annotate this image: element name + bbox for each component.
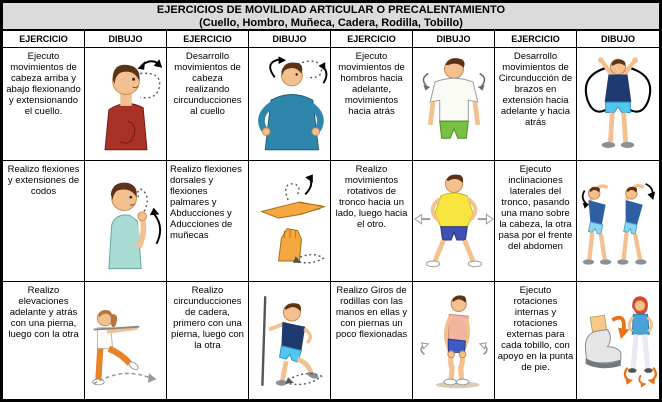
knee-circles-drawing bbox=[414, 290, 494, 392]
drawing-cell bbox=[577, 48, 659, 161]
exercise-cell: Desarrollo movimientos de Circunducción de brazos en extensión hacia adelante y hacia atrás bbox=[495, 48, 577, 161]
drawing-cell bbox=[85, 161, 167, 282]
drawing-cell bbox=[577, 282, 659, 399]
exercise-cell: Ejecuto movimientos de cabeza arriba y abajo flexionando y extensionando el cuello. bbox=[3, 48, 85, 161]
hip-circumduction-drawing bbox=[250, 290, 330, 392]
exercise-cell: Realizo circunducciones de cadera, primero con una pierna, luego con la otra bbox=[167, 282, 249, 399]
table-title bbox=[3, 3, 659, 31]
drawing-cell bbox=[85, 48, 167, 161]
exercise-cell: Realizo movimientos rotativos de tronco hacia un lado, luego hacia el otro. bbox=[331, 161, 413, 282]
exercise-cell: Ejecuto movimientos de hombros hacia adelante, movimientos hacia atrás bbox=[331, 48, 413, 161]
exercise-cell: Realizo flexiones y extensiones de codos bbox=[3, 161, 85, 282]
wrist-flexion-drawing bbox=[250, 169, 330, 273]
column-header-dibujo-3: DIBUJO bbox=[413, 31, 495, 48]
title-line1: EJERCICIOS DE MOVILIDAD ARTICULAR O PRECALENTAMIENTO bbox=[156, 3, 506, 16]
column-header-dibujo-1: DIBUJO bbox=[85, 31, 167, 48]
column-header-dibujo-4: DIBUJO bbox=[577, 31, 659, 48]
drawing-cell bbox=[249, 161, 331, 282]
neck-circumduction-drawing bbox=[250, 54, 330, 154]
arm-circumduction-drawing bbox=[578, 54, 658, 154]
elbow-flexion-drawing bbox=[86, 169, 166, 273]
exercise-cell: Realizo elevaciones adelante y atrás con una pierna, luego con la otra bbox=[3, 282, 85, 399]
exercise-cell: Realizo Giros de rodillas con las manos en ellas y con piernas un poco flexionadas bbox=[331, 282, 413, 399]
column-header-ejercicio-2: EJERCICIO bbox=[167, 31, 249, 48]
shoulder-roll-drawing bbox=[414, 54, 494, 154]
column-header-dibujo-2: DIBUJO bbox=[249, 31, 331, 48]
drawing-cell bbox=[413, 282, 495, 399]
exercise-grid bbox=[3, 31, 659, 399]
drawing-cell bbox=[413, 161, 495, 282]
drawing-cell bbox=[249, 282, 331, 399]
exercise-cell: Ejecuto rotaciones internas y rotaciones externas para cada tobillo, con apoyo en la punta de pie. bbox=[495, 282, 577, 399]
exercise-cell: Realizo flexiones dorsales y flexiones palmares y Abducciones y Aducciones de muñecas bbox=[167, 161, 249, 282]
trunk-lateral-bend-drawing bbox=[578, 169, 658, 273]
leg-swing-drawing bbox=[86, 290, 166, 392]
column-header-ejercicio-4: EJERCICIO bbox=[495, 31, 577, 48]
trunk-rotation-drawing bbox=[414, 169, 494, 273]
drawing-cell bbox=[577, 161, 659, 282]
ankle-rotation-drawing bbox=[578, 290, 658, 392]
column-header-ejercicio-1: EJERCICIO bbox=[3, 31, 85, 48]
neck-flexion-drawing bbox=[86, 54, 166, 154]
drawing-cell bbox=[249, 48, 331, 161]
exercise-cell: Desarrollo movimientos de cabeza realizando circunducciones al cuello bbox=[167, 48, 249, 161]
drawing-cell bbox=[413, 48, 495, 161]
drawing-cell bbox=[85, 282, 167, 399]
title-line2: (Cuello, Hombro, Muñeca, Cadera, Rodilla, Tobillo) bbox=[199, 16, 463, 29]
column-header-ejercicio-3: EJERCICIO bbox=[331, 31, 413, 48]
exercise-cell: Ejecuto inclinaciones laterales del tronco, pasando una mano sobre la cabeza, la otra pasa por el frente del abdomen bbox=[495, 161, 577, 282]
